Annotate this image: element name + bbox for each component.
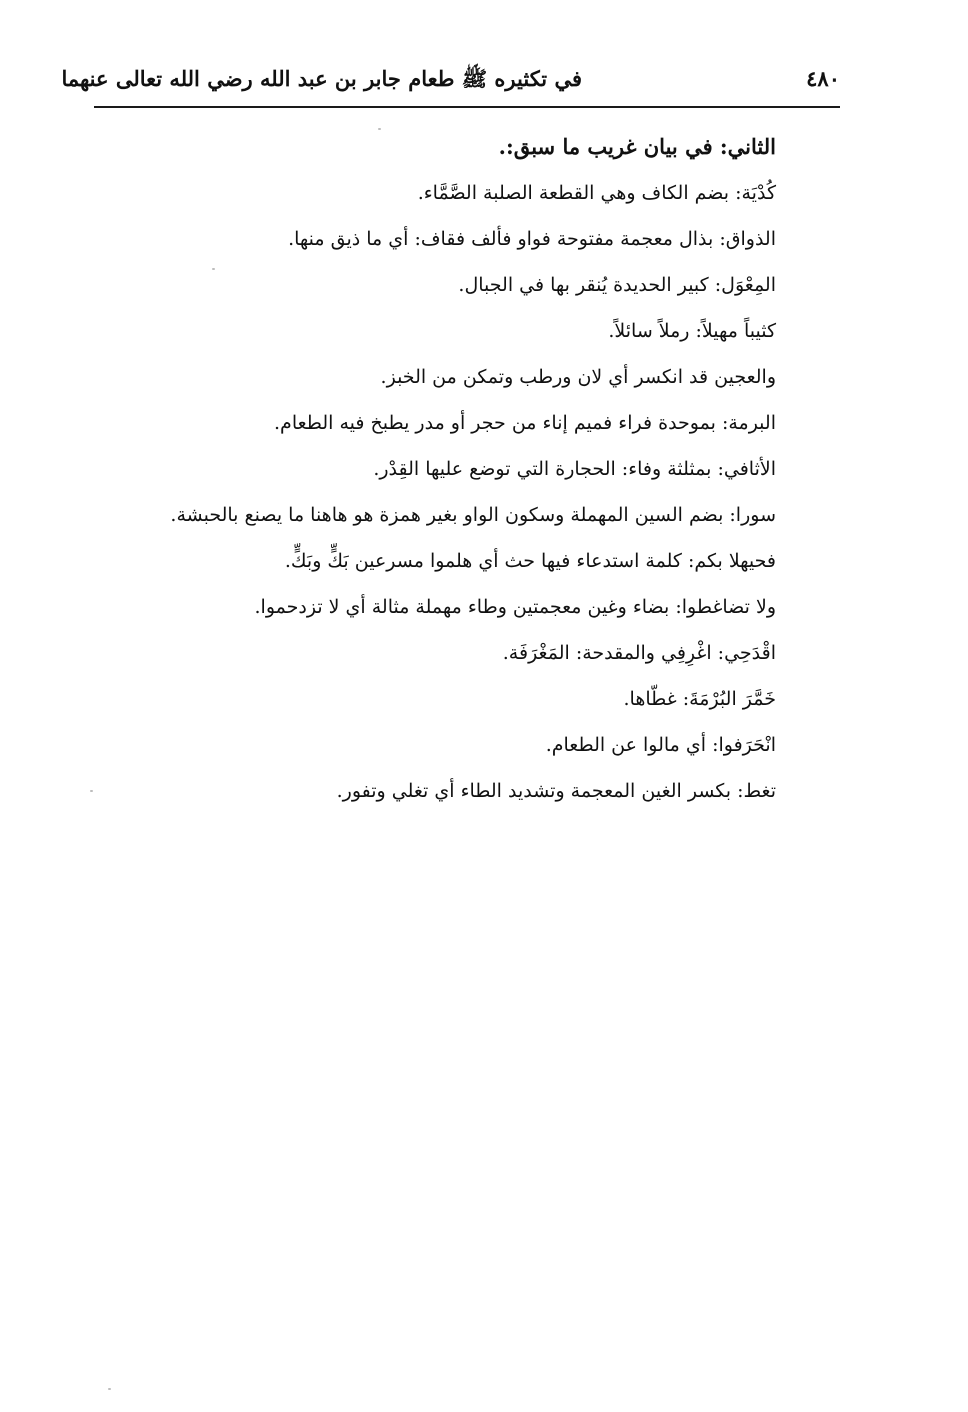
entry-definition: غطّاها. — [623, 688, 683, 710]
section-heading: الثاني: في بيان غريب ما سبق:. — [498, 134, 776, 159]
page-body — [156, 124, 776, 814]
page-header — [61, 60, 840, 106]
entry-term: اقْدَحِي: — [717, 642, 776, 664]
entry-definition: رملاً سائلاً. — [608, 320, 696, 342]
entry-definition: بضم الكاف وهي القطعة الصلبة الصَّمَّاء. — [417, 182, 736, 204]
entry-term: تغط: — [737, 780, 776, 802]
glossary-entry — [156, 676, 776, 722]
entry-term: الذواق: — [719, 228, 776, 250]
entry-term: فحيهلا بكم: — [687, 550, 776, 572]
entry-definition: بذال معجمة مفتوحة فواو فألف فقاف: أي ما ذيق منها. — [288, 228, 720, 250]
glossary-entry — [156, 538, 776, 584]
page-number: ٤٨٠ — [806, 66, 840, 91]
entry-term: البرمة: — [721, 412, 776, 434]
glossary-entry — [156, 446, 776, 492]
scan-speck — [108, 1388, 111, 1390]
entry-term: سورا: — [729, 504, 776, 526]
glossary-entry — [156, 400, 776, 446]
glossary-entry — [156, 630, 776, 676]
glossary-entry — [156, 354, 776, 400]
scan-speck — [378, 128, 381, 130]
entry-definition: كبير الحديدة يُنقر بها في الجبال. — [458, 274, 715, 296]
glossary-entry — [156, 722, 776, 768]
entry-definition: اغْرِفِي والمقدحة: المَغْرَفَة. — [502, 642, 718, 664]
entry-definition: بمثلثة وفاء: الحجارة التي توضع عليها القِدْر. — [373, 458, 718, 480]
entry-term: والعجين — [714, 366, 776, 388]
glossary-entry — [156, 262, 776, 308]
running-title: في تكثيره ﷺ طعام جابر بن عبد الله رضي الله تعالى عنهما — [61, 66, 582, 91]
glossary-entry — [156, 170, 776, 216]
glossary-entry — [156, 768, 776, 814]
glossary-entry — [156, 492, 776, 538]
entry-term: ولا تضاغطوا: — [675, 596, 776, 618]
entry-term: كُدْيَة: — [735, 182, 776, 204]
entry-definition: بضاء وغين معجمتين وطاء مهملة مثالة أي لا تزدحموا. — [254, 596, 676, 618]
glossary-entry — [156, 584, 776, 630]
entry-definition: بضم السين المهملة وسكون الواو بغير همزة هو هاهنا ما يصنع بالحبشة. — [170, 504, 730, 526]
glossary-entry — [156, 308, 776, 354]
glossary-entry — [156, 216, 776, 262]
entry-term: انْحَرَفوا: — [712, 734, 776, 756]
header-divider — [94, 106, 840, 108]
entry-definition: قد انكسر أي لان ورطب وتمكن من الخبز. — [380, 366, 715, 388]
entry-term: خَمَّرَ البُرْمَةَ: — [682, 688, 776, 710]
entry-term: كثيباً مهيلاً: — [695, 320, 776, 342]
entry-definition: أي مالوا عن الطعام. — [545, 734, 713, 756]
entry-term: الأثافي: — [717, 458, 776, 480]
scan-speck — [212, 268, 215, 270]
entry-definition: كلمة استدعاء فيها حث أي هلموا مسرعين بَكٍّ وبَكٍّ. — [284, 550, 688, 572]
entry-definition: بكسر الغين المعجمة وتشديد الطاء أي تغلي وتفور. — [336, 780, 738, 802]
entry-definition: بموحدة فراء فميم إناء من حجر أو مدر يطبخ فيه الطعام. — [274, 412, 722, 434]
scan-speck — [90, 790, 93, 792]
entry-term: المِعْوَل: — [714, 274, 776, 296]
